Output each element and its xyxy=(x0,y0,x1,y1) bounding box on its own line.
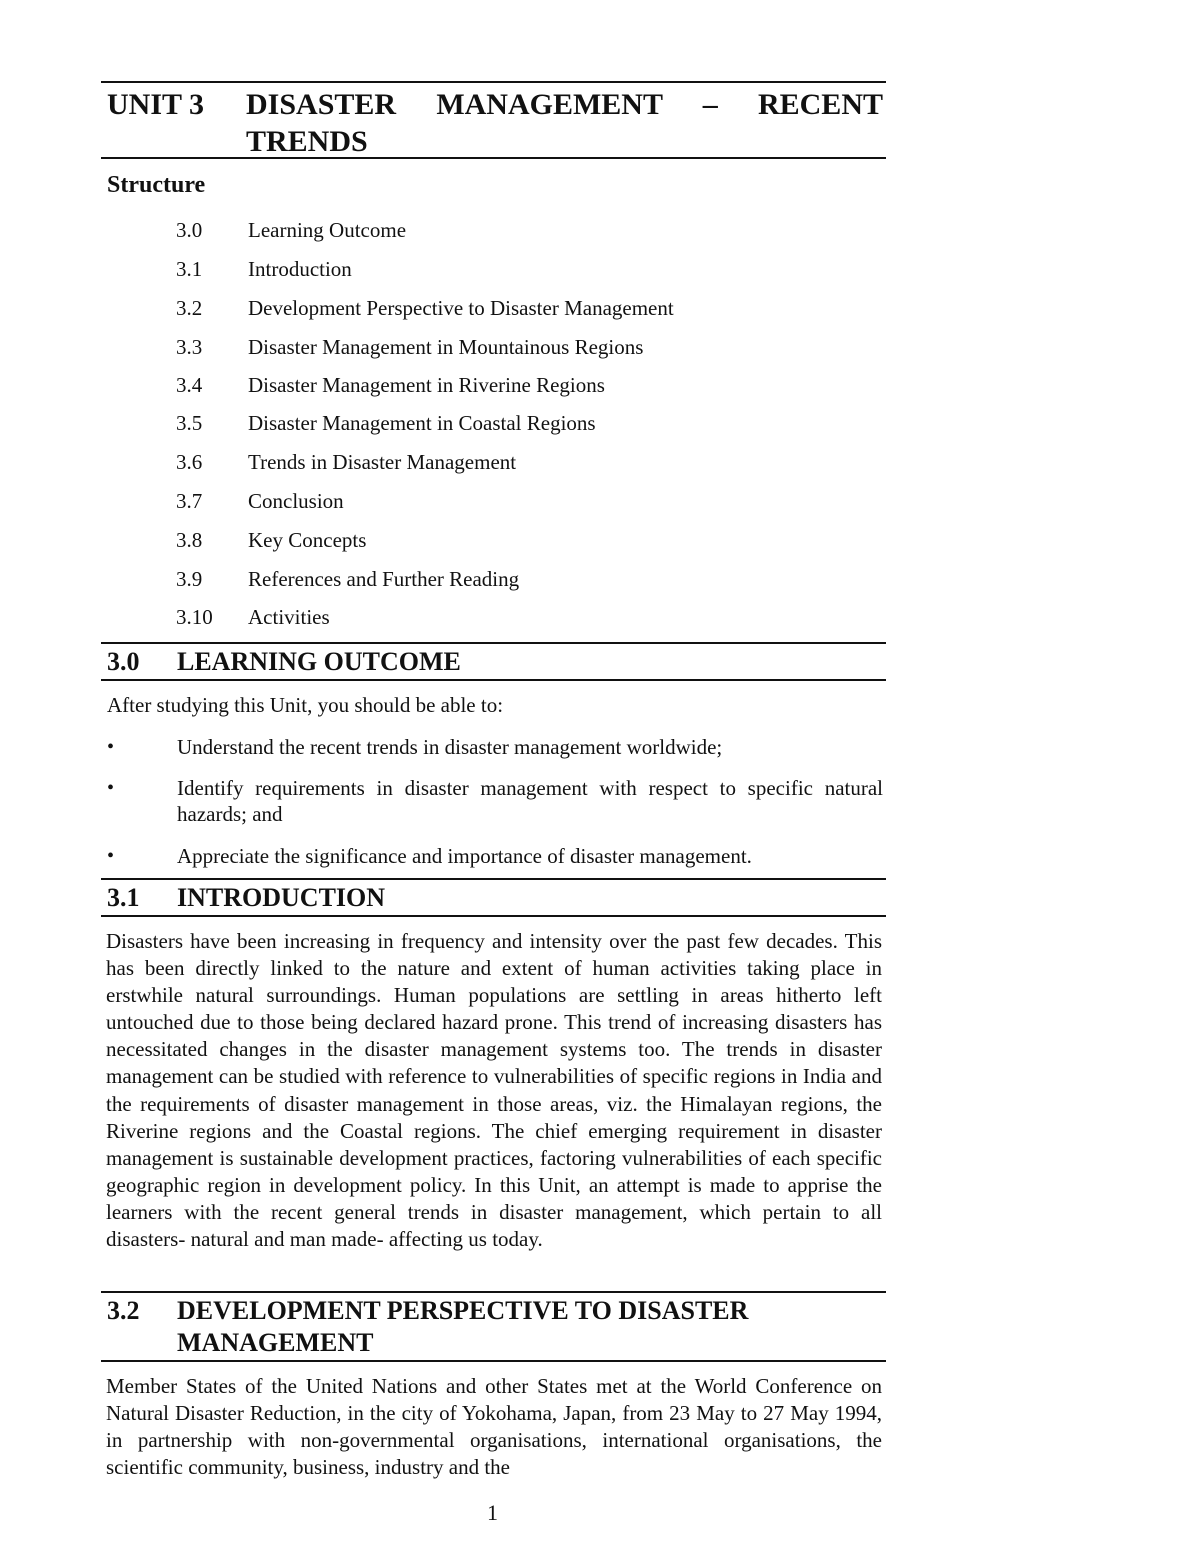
toc-item-label: Disaster Management in Coastal Regions xyxy=(248,411,596,435)
toc-item-number: 3.6 xyxy=(176,450,203,474)
unit-title-line2: TRENDS xyxy=(246,125,368,158)
toc-item-number: 3.4 xyxy=(176,373,203,397)
section-title: INTRODUCTION xyxy=(177,883,386,912)
bullet-text: Understand the recent trends in disaster management worldwide; xyxy=(177,735,723,759)
bullet-icon: • xyxy=(107,777,115,799)
unit-title-line1: DISASTER MANAGEMENT – RECENT xyxy=(246,88,883,121)
section-rule xyxy=(101,679,886,681)
section-rule xyxy=(101,915,886,917)
bullet-icon: • xyxy=(107,736,115,758)
toc-item-number: 3.0 xyxy=(176,218,203,242)
bullet-icon: • xyxy=(107,845,115,867)
unit-number: UNIT 3 xyxy=(107,88,204,121)
toc-item-label: Introduction xyxy=(248,257,352,281)
toc-item-label: Development Perspective to Disaster Management xyxy=(248,296,674,320)
toc-item-label: Disaster Management in Mountainous Regions xyxy=(248,335,644,359)
section-title-line2: MANAGEMENT xyxy=(177,1328,374,1357)
section-title: LEARNING OUTCOME xyxy=(177,647,461,676)
section-rule xyxy=(101,878,886,880)
toc-item-number: 3.7 xyxy=(176,489,203,513)
section-number: 3.1 xyxy=(107,883,140,912)
section-number: 3.0 xyxy=(107,647,140,676)
toc-item-label: Conclusion xyxy=(248,489,344,513)
section-rule xyxy=(101,642,886,644)
structure-heading: Structure xyxy=(107,172,206,198)
top-rule xyxy=(101,81,886,83)
section-rule xyxy=(101,1291,886,1293)
toc-item-number: 3.3 xyxy=(176,335,203,359)
section-rule xyxy=(101,1360,886,1362)
toc-item-label: Activities xyxy=(248,605,330,629)
bullet-text: Identify requirements in disaster management with respect to specific natural hazards; and xyxy=(177,776,883,826)
toc-item-number: 3.8 xyxy=(176,528,203,552)
toc-item-label: Disaster Management in Riverine Regions xyxy=(248,373,605,397)
bullet-text: Appreciate the significance and importance of disaster management. xyxy=(177,844,752,868)
outcome-intro: After studying this Unit, you should be able to: xyxy=(107,693,504,717)
development-paragraph: Member States of the United Nations and other States met at the World Conference on Natural Disaster Reduction, in the city of Yokohama, Japan, from 23 May to 27 May 1994, in partnership with non-governmental organisations, international organisations, the scientific community, business, industry and the xyxy=(106,1374,882,1480)
section-number: 3.2 xyxy=(107,1296,140,1325)
toc-item-number: 3.5 xyxy=(176,411,203,435)
title-bottom-rule xyxy=(101,157,886,159)
toc-item-number: 3.2 xyxy=(176,296,203,320)
toc-item-label: Trends in Disaster Management xyxy=(248,450,517,474)
toc-item-number: 3.1 xyxy=(176,257,203,281)
toc-item-number: 3.9 xyxy=(176,567,203,591)
toc-item-label: Key Concepts xyxy=(248,528,367,552)
introduction-paragraph: Disasters have been increasing in frequency and intensity over the past few decades. This has been directly linked to the nature and extent of human activities taking place in erstwhile natural surroundings. Human populations are settling in areas hitherto left untouched due to those being declared hazard prone. This trend of increasing disasters has necessitated changes in the disaster management systems too. The trends in disaster management can be studied with reference to vulnerabilities of specific regions in India and the requirements of disaster management in those areas, viz. the Himalayan regions, the Riverine regions and the Coastal regions. The chief emerging requirement in disaster management is sustainable development practices, factoring vulnerabilities of each specific geographic region in development policy. In this Unit, an attempt is made to apprise the learners with the recent general trends in disaster management, which pertain to all disasters- natural and man made- affecting us today. xyxy=(106,929,882,1252)
toc-item-number: 3.10 xyxy=(176,605,213,629)
toc-item-label: References and Further Reading xyxy=(248,567,520,591)
section-title-line1: DEVELOPMENT PERSPECTIVE TO DISASTER xyxy=(177,1296,749,1325)
page-number: 1 xyxy=(487,1500,498,1525)
toc-item-label: Learning Outcome xyxy=(248,218,407,242)
